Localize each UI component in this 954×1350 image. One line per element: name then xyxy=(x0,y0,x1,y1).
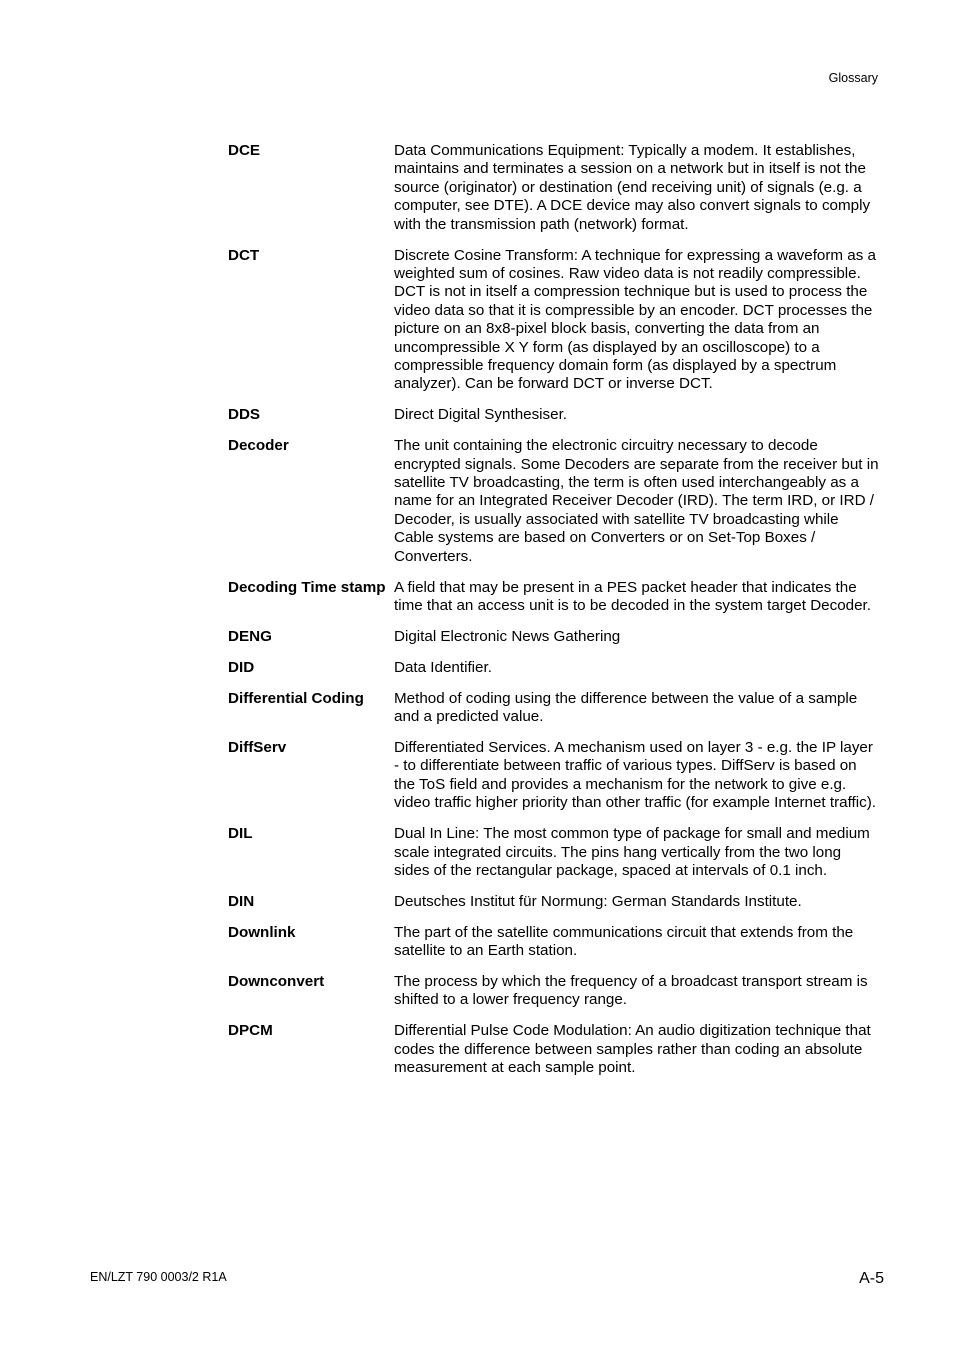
glossary-term: DIN xyxy=(228,892,255,910)
document-id: EN/LZT 790 0003/2 R1A xyxy=(90,1270,227,1284)
glossary-entry xyxy=(228,142,880,234)
running-header: Glossary xyxy=(828,71,878,85)
glossary-definition: Dual In Line: The most common type of package for small and medium scale integrated circuits. The pins hang vertically from the two long sides of the rectangular package, spaced at intervals of 0.1 inch. xyxy=(394,825,870,879)
glossary-definition: Differential Pulse Code Modulation: An audio digitization technique that codes the difference between samples rather than coding an absolute measurement at each sample point. xyxy=(394,1022,871,1077)
glossary-definition: Method of coding using the difference between the value of a sample and a predicted value. xyxy=(394,689,858,726)
glossary-entry xyxy=(228,1022,880,1077)
glossary-definition: The part of the satellite communications circuit that extends from the satellite to an Earth station. xyxy=(394,923,854,960)
glossary-entry xyxy=(228,247,880,394)
glossary-definition: The unit containing the electronic circuitry necessary to decode encrypted signals. Some Decoders are separate from the receiver but in satellite TV broadcasting, the term is often used interchangeably as a name for an Integrated Receiver Decoder (IRD). The term IRD, or IRD / Decoder, is usually associated with satellite TV broadcasting while Cable systems are based on Converters or on Set-Top Boxes / Converters. xyxy=(394,437,879,565)
glossary-entry xyxy=(228,973,880,1010)
glossary-definition: Discrete Cosine Transform: A technique for expressing a waveform as a weighted sum of cosines. Raw video data is not readily compressible. DCT is not in itself a compression technique but is used to process the video data so that it is compressible by an encoder. DCT processes the picture on an 8x8-pixel block basis, converting the data from an uncompressible X Y form (as displayed by an oscilloscope) to a compressible frequency domain form (as displayed by a spectrum analyzer). Can be forward DCT or inverse DCT. xyxy=(394,246,877,393)
glossary-term: Downlink xyxy=(228,923,296,941)
glossary-definition: The process by which the frequency of a broadcast transport stream is shifted to a lower frequency range. xyxy=(394,973,868,1009)
glossary-term: Downconvert xyxy=(228,973,325,991)
glossary-term: DiffServ xyxy=(228,738,287,756)
glossary-list xyxy=(228,142,880,1090)
glossary-term: Decoding Time stamp xyxy=(228,578,386,596)
glossary-entry xyxy=(228,690,880,727)
glossary-entry xyxy=(228,924,880,961)
glossary-term: Decoder xyxy=(228,437,289,455)
glossary-entry xyxy=(228,406,880,424)
glossary-entry xyxy=(228,579,880,616)
glossary-entry xyxy=(228,628,880,646)
glossary-entry xyxy=(228,893,880,911)
glossary-definition: Data Identifier. xyxy=(394,658,492,676)
glossary-definition: A field that may be present in a PES packet header that indicates the time that an access unit is to be decoded in the system target Decoder. xyxy=(394,578,871,614)
glossary-term: DIL xyxy=(228,825,253,843)
glossary-definition: Digital Electronic News Gathering xyxy=(394,627,621,645)
glossary-term: DCT xyxy=(228,246,260,264)
glossary-term: DID xyxy=(228,658,255,676)
glossary-definition: Data Communications Equipment: Typically a modem. It establishes, maintains and terminates a session on a network but in itself is not the source (originator) or destination (end receiving unit) of signals (e.g. a computer, see DTE). A DCE device may also convert signals to comply with the transmission path (network) format. xyxy=(394,142,871,233)
glossary-entry xyxy=(228,659,880,677)
glossary-term: DCE xyxy=(228,142,261,159)
glossary-term: DENG xyxy=(228,627,272,645)
glossary-definition: Differentiated Services. A mechanism used on layer 3 - e.g. the IP layer - to differentiate between traffic of various types. DiffServ is based on the ToS field and provides a mechanism for the network to give e.g. video traffic higher priority than other traffic (for example Internet traffic). xyxy=(394,738,877,812)
glossary-definition: Direct Digital Synthesiser. xyxy=(394,406,568,424)
glossary-entry xyxy=(228,437,880,566)
glossary-entry xyxy=(228,739,880,813)
glossary-definition: Deutsches Institut für Normung: German Standards Institute. xyxy=(394,892,802,910)
glossary-term: Differential Coding xyxy=(228,689,364,707)
page-number: A-5 xyxy=(859,1270,884,1287)
glossary-entry xyxy=(228,825,880,880)
glossary-term: DDS xyxy=(228,406,261,424)
glossary-term: DPCM xyxy=(228,1022,273,1040)
